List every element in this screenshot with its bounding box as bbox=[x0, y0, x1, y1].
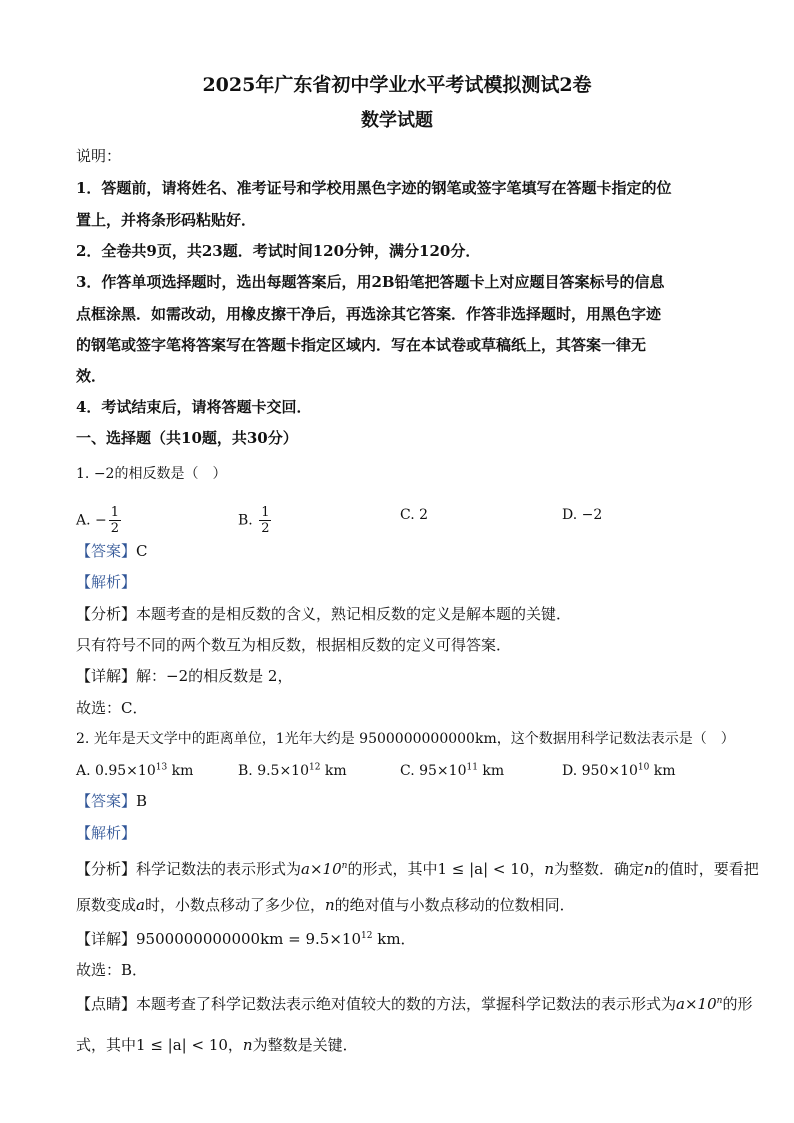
q2-option-c bbox=[400, 761, 504, 781]
q2-fenxi2-part-c: 的绝对值与小数点移动的位数相同． bbox=[334, 896, 575, 914]
q2-fenxi-tag: 【分析】 bbox=[76, 860, 137, 878]
q2-option-d-unit: km bbox=[649, 763, 676, 779]
instruction-3: 3．作答单项选择题时，选出每题答案后，用2B铅笔把答题卡上对应题目答案标号的信息 bbox=[76, 273, 665, 291]
q2-option-a bbox=[76, 761, 193, 781]
q1-fenxi-2: 只有符号不同的两个数互为相反数，根据相反数的定义可得答案． bbox=[76, 636, 512, 654]
q1-option-a-denominator: 2 bbox=[110, 521, 120, 536]
q2-option-a-exponent: 13 bbox=[155, 762, 168, 773]
q2-option-c-unit: km bbox=[477, 763, 505, 779]
q2-answer-value: B bbox=[136, 792, 148, 810]
section-heading: 一、选择题（共10题，共30分） bbox=[76, 429, 298, 447]
q1-option-a bbox=[76, 505, 121, 536]
q2-comment2-math-range: 1 ≤ |a| < 10 bbox=[136, 1036, 228, 1054]
q2-fenxi2-part-a: 原数变成 bbox=[76, 896, 137, 914]
q2-option-b bbox=[238, 761, 347, 781]
q2-comment2-part-b: ， bbox=[227, 1036, 243, 1054]
q2-stem: 2. 光年是天文学中的距离单位，1光年大约是 9500000000000km，这个数据用科学记数法表示是（ ） bbox=[76, 731, 735, 747]
q2-option-c-base: C. 95×10 bbox=[400, 763, 467, 779]
q2-fenxi-part-d: 为整数．确定 bbox=[554, 860, 645, 878]
q1-analysis-tag: 【解析】 bbox=[76, 573, 137, 591]
q2-detail-unit: km． bbox=[372, 930, 416, 948]
instruction-3b: 点框涂黑．如需改动，用橡皮擦干净后，再选涂其它答案．作答非选择题时，用黑色字迹 bbox=[76, 305, 662, 323]
q2-option-a-unit: km bbox=[167, 763, 194, 779]
q2-fenxi-part-a: 科学记数法的表示形式为 bbox=[136, 860, 302, 878]
q1-option-a-numerator: 1 bbox=[110, 505, 120, 520]
q2-comment bbox=[76, 994, 752, 1014]
q1-detail-text: 解：−2的相反数是 2， bbox=[136, 667, 293, 685]
instruction-1: 1．答题前，请将姓名、准考证号和学校用黑色字迹的钢笔或签字笔填写在答题卡指定的位 bbox=[76, 179, 672, 197]
q2-comment2-part-a: 式，其中 bbox=[76, 1036, 137, 1054]
q2-fenxi2-math-a: a bbox=[136, 896, 145, 914]
instructions-heading: 说明： bbox=[76, 147, 122, 165]
q1-answer-tag: 【答案】 bbox=[76, 542, 137, 560]
q2-analysis-tag: 【解析】 bbox=[76, 824, 137, 842]
q2-fenxi-part-b: 的形式，其中 bbox=[347, 860, 438, 878]
q1-answer-value: C bbox=[136, 542, 148, 560]
q1-stem-math: −2 bbox=[93, 466, 115, 482]
q2-answer-tag: 【答案】 bbox=[76, 792, 137, 810]
q1-fenxi bbox=[76, 604, 571, 624]
q2-option-d bbox=[562, 761, 676, 781]
q2-comment-2 bbox=[76, 1035, 358, 1055]
q2-detail-tag: 【详解】 bbox=[76, 930, 137, 948]
q2-detail-exponent: 12 bbox=[361, 931, 373, 941]
q1-option-a-fraction bbox=[109, 505, 121, 536]
q2-option-d-base: D. 950×10 bbox=[562, 763, 638, 779]
q2-fenxi-part-e: 的值时，要看把 bbox=[653, 860, 759, 878]
q1-option-b-numerator: 1 bbox=[261, 505, 270, 520]
q1-option-d: D. −2 bbox=[562, 507, 603, 523]
q1-option-a-sign: − bbox=[95, 512, 107, 529]
q2-comment2-part-c: 为整数是关键． bbox=[252, 1036, 358, 1054]
q2-option-b-base: B. 9.5×10 bbox=[238, 763, 309, 779]
q2-option-c-exponent: 11 bbox=[466, 762, 478, 773]
q2-fenxi-math-exponent: n bbox=[341, 861, 348, 871]
q1-number: 1. bbox=[76, 466, 90, 482]
q2-fenxi-2 bbox=[76, 895, 575, 915]
q2-comment2-math-n: n bbox=[242, 1036, 253, 1054]
instruction-1b: 置上，并将条形码粘贴好． bbox=[76, 211, 257, 229]
q2-fenxi-part-c: ， bbox=[529, 860, 545, 878]
q2-fenxi-math-form: a×10 bbox=[301, 860, 342, 878]
q2-comment-part-a: 本题考查了科学记数法表示绝对值较大的数的方法，掌握科学记数法的表示形式为 bbox=[136, 995, 677, 1013]
q2-option-b-unit: km bbox=[320, 763, 347, 779]
q2-fenxi-math-n-2: n bbox=[644, 860, 654, 878]
q1-option-c: C. 2 bbox=[400, 507, 429, 523]
instruction-2: 2．全卷共9页，共23题．考试时间120分钟，满分120分． bbox=[76, 242, 481, 260]
q1-fenxi-tag: 【分析】 bbox=[76, 605, 137, 623]
q2-option-d-exponent: 10 bbox=[637, 762, 650, 773]
q1-option-b-denominator: 2 bbox=[261, 521, 270, 536]
q2-option-a-base: A. 0.95×10 bbox=[76, 763, 156, 779]
q2-fenxi bbox=[76, 859, 759, 879]
q2-comment-math-exponent: n bbox=[716, 996, 723, 1006]
q1-fenxi-text: 本题考查的是相反数的含义，熟记相反数的定义是解本题的关键． bbox=[136, 605, 572, 623]
q1-conclusion: 故选：C． bbox=[76, 699, 148, 717]
q2-fenxi2-math-n: n bbox=[324, 896, 335, 914]
q2-conclusion: 故选：B． bbox=[76, 961, 148, 979]
q2-comment-math-form: a×10 bbox=[676, 995, 717, 1013]
q2-comment-part-b: 的形 bbox=[722, 995, 753, 1013]
q2-fenxi2-part-b: 时，小数点移动了多少位， bbox=[144, 896, 325, 914]
q1-option-b-fraction bbox=[259, 505, 271, 536]
q1-stem-text: 的相反数是（ ） bbox=[114, 466, 227, 482]
q2-fenxi-math-n: n bbox=[544, 860, 555, 878]
q1-option-a-label: A. bbox=[76, 512, 91, 529]
q1-answer bbox=[76, 541, 148, 561]
q2-option-b-exponent: 12 bbox=[309, 762, 321, 773]
q1-detail bbox=[76, 666, 292, 686]
page-subtitle: 数学试题 bbox=[361, 110, 433, 131]
q1-stem bbox=[76, 464, 226, 484]
instruction-4: 4．考试结束后，请将答题卡交回． bbox=[76, 398, 312, 416]
instruction-3c: 的钢笔或签字笔将答案写在答题卡指定区域内．写在本试卷或草稿纸上，其答案一律无 bbox=[76, 336, 647, 354]
q2-detail-base: 9500000000000km = 9.5×10 bbox=[136, 930, 362, 948]
page-title: 2025年广东省初中学业水平考试模拟测试2卷 bbox=[202, 74, 592, 96]
q2-comment-tag: 【点睛】 bbox=[76, 995, 137, 1013]
q1-option-b-label: B. bbox=[238, 512, 253, 529]
q1-detail-tag: 【详解】 bbox=[76, 667, 137, 685]
q2-fenxi-math-range: 1 ≤ |a| < 10 bbox=[437, 860, 530, 878]
q2-detail bbox=[76, 929, 416, 949]
q1-option-b bbox=[238, 505, 271, 536]
instruction-3d: 效． bbox=[76, 367, 107, 385]
q2-answer bbox=[76, 791, 147, 811]
